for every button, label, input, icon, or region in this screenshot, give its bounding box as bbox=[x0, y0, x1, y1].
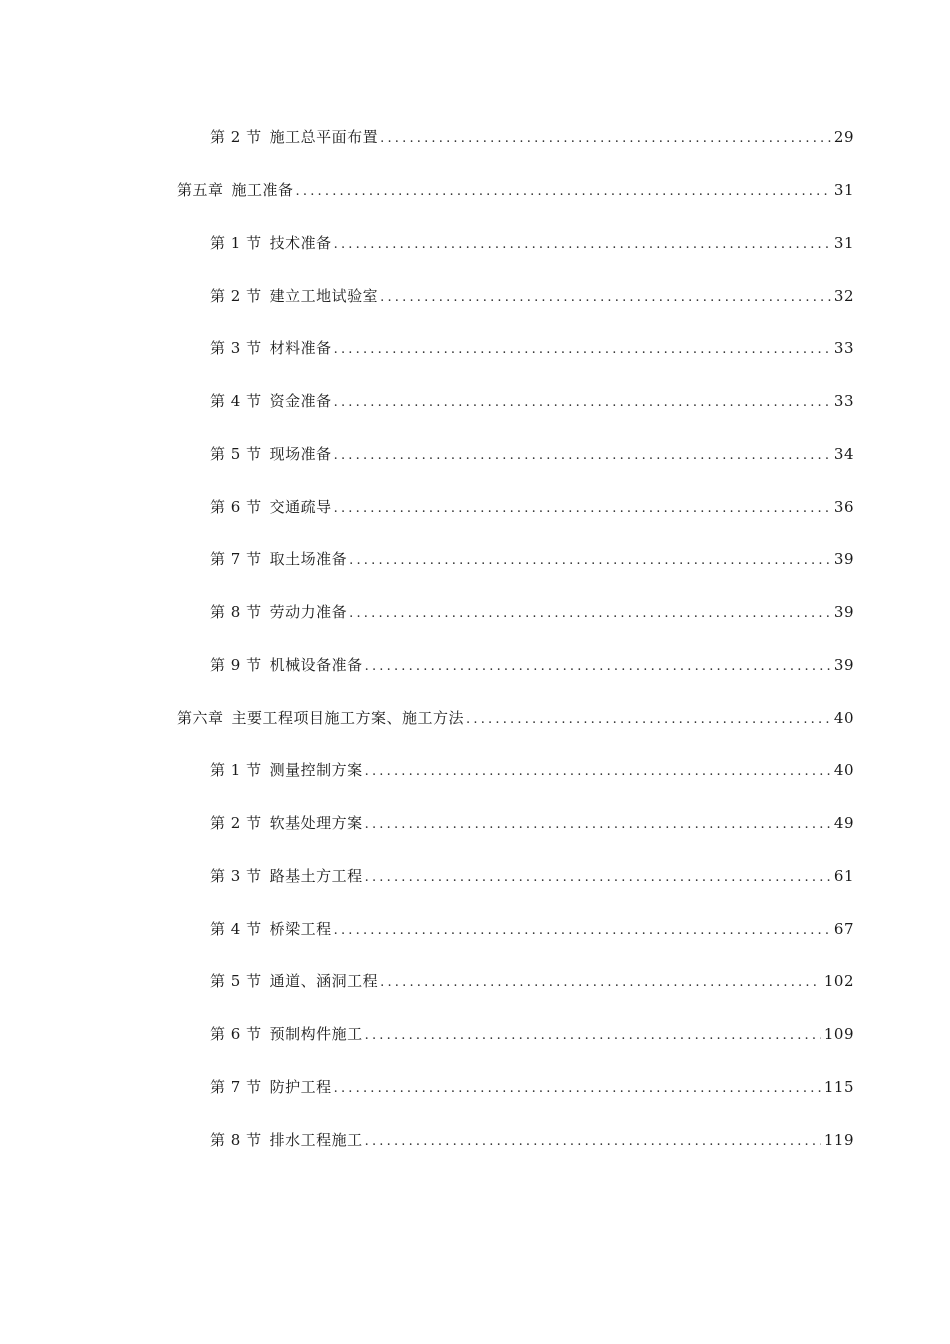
toc-entry[interactable] bbox=[177, 707, 854, 729]
toc-entry-number: 第 9 节 bbox=[210, 656, 262, 674]
toc-entry[interactable] bbox=[210, 812, 854, 834]
toc-entry-title: 排水工程施工 bbox=[269, 1131, 363, 1149]
toc-entry[interactable] bbox=[210, 1076, 854, 1098]
toc-entry-label bbox=[210, 812, 363, 834]
toc-dot-leader bbox=[365, 1131, 821, 1153]
toc-dot-leader bbox=[349, 550, 831, 572]
toc-entry-label bbox=[177, 707, 464, 729]
toc-entry-title: 测量控制方案 bbox=[269, 761, 363, 779]
toc-entry-label bbox=[210, 1076, 332, 1098]
toc-dot-leader bbox=[334, 920, 831, 942]
toc-dot-leader bbox=[365, 761, 831, 783]
toc-entry-label bbox=[210, 1023, 363, 1045]
toc-page-number: 39 bbox=[833, 603, 854, 621]
toc-entry-number: 第 4 节 bbox=[210, 392, 262, 410]
toc-entry-label bbox=[210, 126, 378, 148]
toc-entry[interactable] bbox=[210, 1023, 854, 1045]
toc-entry-number: 第 1 节 bbox=[210, 234, 262, 252]
toc-entry-title: 材料准备 bbox=[269, 339, 332, 357]
toc-entry[interactable] bbox=[210, 918, 854, 940]
toc-dot-leader bbox=[334, 339, 831, 361]
toc-entry-number: 第 5 节 bbox=[210, 445, 262, 463]
toc-entry-number: 第 7 节 bbox=[210, 550, 262, 568]
toc-entry-label bbox=[210, 601, 347, 623]
toc-dot-leader bbox=[365, 656, 831, 678]
toc-entry-title: 劳动力准备 bbox=[269, 603, 348, 621]
toc-entry[interactable] bbox=[210, 496, 854, 518]
toc-dot-leader bbox=[296, 181, 831, 203]
toc-entry-title: 现场准备 bbox=[269, 445, 332, 463]
toc-entry[interactable] bbox=[210, 865, 854, 887]
toc-entry-title: 桥梁工程 bbox=[269, 920, 332, 938]
toc-entry-number: 第五章 bbox=[177, 181, 224, 199]
toc-dot-leader bbox=[365, 1025, 821, 1047]
toc-page-number: 31 bbox=[833, 181, 854, 199]
toc-dot-leader bbox=[380, 287, 831, 309]
toc-entry[interactable] bbox=[210, 126, 854, 148]
toc-entry-label bbox=[177, 179, 294, 201]
toc-page-number: 49 bbox=[833, 814, 854, 832]
toc-entry-title: 防护工程 bbox=[269, 1078, 332, 1096]
toc-entry-label bbox=[210, 759, 363, 781]
toc-entry-label bbox=[210, 1129, 363, 1151]
toc-dot-leader bbox=[334, 392, 831, 414]
toc-entry-label bbox=[210, 654, 363, 676]
toc-dot-leader bbox=[334, 445, 831, 467]
toc-entry-label bbox=[210, 970, 378, 992]
toc-entry[interactable] bbox=[210, 654, 854, 676]
toc-entry-label bbox=[210, 496, 332, 518]
toc-page-number: 61 bbox=[833, 867, 854, 885]
toc-dot-leader bbox=[380, 972, 821, 994]
toc-dot-leader bbox=[466, 709, 831, 731]
toc-page-number: 39 bbox=[833, 656, 854, 674]
toc-entry-title: 资金准备 bbox=[269, 392, 332, 410]
toc-page-number: 32 bbox=[833, 287, 854, 305]
toc-page-number: 39 bbox=[833, 550, 854, 568]
toc-entry-number: 第 3 节 bbox=[210, 867, 262, 885]
toc-entry-label bbox=[210, 337, 332, 359]
toc-entry-title: 通道、涵洞工程 bbox=[269, 972, 379, 990]
toc-entry-title: 施工总平面布置 bbox=[269, 128, 379, 146]
toc-entry-label bbox=[210, 443, 332, 465]
toc-entry-number: 第 4 节 bbox=[210, 920, 262, 938]
toc-page-number: 67 bbox=[833, 920, 854, 938]
toc-entry-label bbox=[210, 865, 363, 887]
toc-page-number: 31 bbox=[833, 234, 854, 252]
toc-page-number: 29 bbox=[833, 128, 854, 146]
toc-dot-leader bbox=[334, 498, 831, 520]
toc-entry-number: 第 5 节 bbox=[210, 972, 262, 990]
toc-entry-label bbox=[210, 232, 332, 254]
toc-entry-number: 第 7 节 bbox=[210, 1078, 262, 1096]
toc-entry-title: 技术准备 bbox=[269, 234, 332, 252]
toc-entry[interactable] bbox=[210, 759, 854, 781]
toc-entry-title: 主要工程项目施工方案、施工方法 bbox=[231, 709, 465, 727]
toc-dot-leader bbox=[380, 128, 831, 150]
toc-page-number: 115 bbox=[823, 1078, 854, 1096]
toc-entry[interactable] bbox=[210, 601, 854, 623]
toc-entry[interactable] bbox=[210, 390, 854, 412]
toc-entry-label bbox=[210, 548, 347, 570]
toc-page-number: 40 bbox=[833, 709, 854, 727]
toc-page-number: 109 bbox=[823, 1025, 854, 1043]
toc-entry-number: 第 6 节 bbox=[210, 1025, 262, 1043]
toc-entry-number: 第 1 节 bbox=[210, 761, 262, 779]
toc-entry-title: 机械设备准备 bbox=[269, 656, 363, 674]
toc-entry-number: 第 6 节 bbox=[210, 498, 262, 516]
toc-entry-label bbox=[210, 918, 332, 940]
toc-entry[interactable] bbox=[210, 443, 854, 465]
toc-entry[interactable] bbox=[210, 1129, 854, 1151]
toc-entry[interactable] bbox=[210, 285, 854, 307]
toc-entry-title: 交通疏导 bbox=[269, 498, 332, 516]
toc-entry-title: 建立工地试验室 bbox=[269, 287, 379, 305]
toc-page-number: 119 bbox=[823, 1131, 854, 1149]
toc-entry[interactable] bbox=[210, 337, 854, 359]
toc-entry-number: 第 3 节 bbox=[210, 339, 262, 357]
toc-dot-leader bbox=[365, 814, 831, 836]
toc-page-number: 102 bbox=[823, 972, 854, 990]
toc-entry-label bbox=[210, 285, 378, 307]
toc-entry-title: 路基土方工程 bbox=[269, 867, 363, 885]
toc-entry-title: 软基处理方案 bbox=[269, 814, 363, 832]
toc-page-number: 33 bbox=[833, 392, 854, 410]
toc-entry-title: 施工准备 bbox=[231, 181, 294, 199]
toc-entry-number: 第 8 节 bbox=[210, 603, 262, 621]
toc-entry-label bbox=[210, 390, 332, 412]
toc-dot-leader bbox=[334, 234, 831, 256]
toc-entry-title: 取土场准备 bbox=[269, 550, 348, 568]
toc-dot-leader bbox=[334, 1078, 821, 1100]
toc-page-number: 40 bbox=[833, 761, 854, 779]
toc-entry-number: 第 2 节 bbox=[210, 287, 262, 305]
toc-entry-number: 第六章 bbox=[177, 709, 224, 727]
toc-entry-number: 第 2 节 bbox=[210, 814, 262, 832]
toc-entry-number: 第 2 节 bbox=[210, 128, 262, 146]
toc-entry[interactable] bbox=[210, 548, 854, 570]
toc-entry[interactable] bbox=[210, 970, 854, 992]
toc-page-number: 33 bbox=[833, 339, 854, 357]
toc-entry[interactable] bbox=[177, 179, 854, 201]
toc-dot-leader bbox=[349, 603, 831, 625]
toc-entry[interactable] bbox=[210, 232, 854, 254]
toc-dot-leader bbox=[365, 867, 831, 889]
toc-page-number: 36 bbox=[833, 498, 854, 516]
toc-entry-number: 第 8 节 bbox=[210, 1131, 262, 1149]
toc-entry-title: 预制构件施工 bbox=[269, 1025, 363, 1043]
toc-page-number: 34 bbox=[833, 445, 854, 463]
